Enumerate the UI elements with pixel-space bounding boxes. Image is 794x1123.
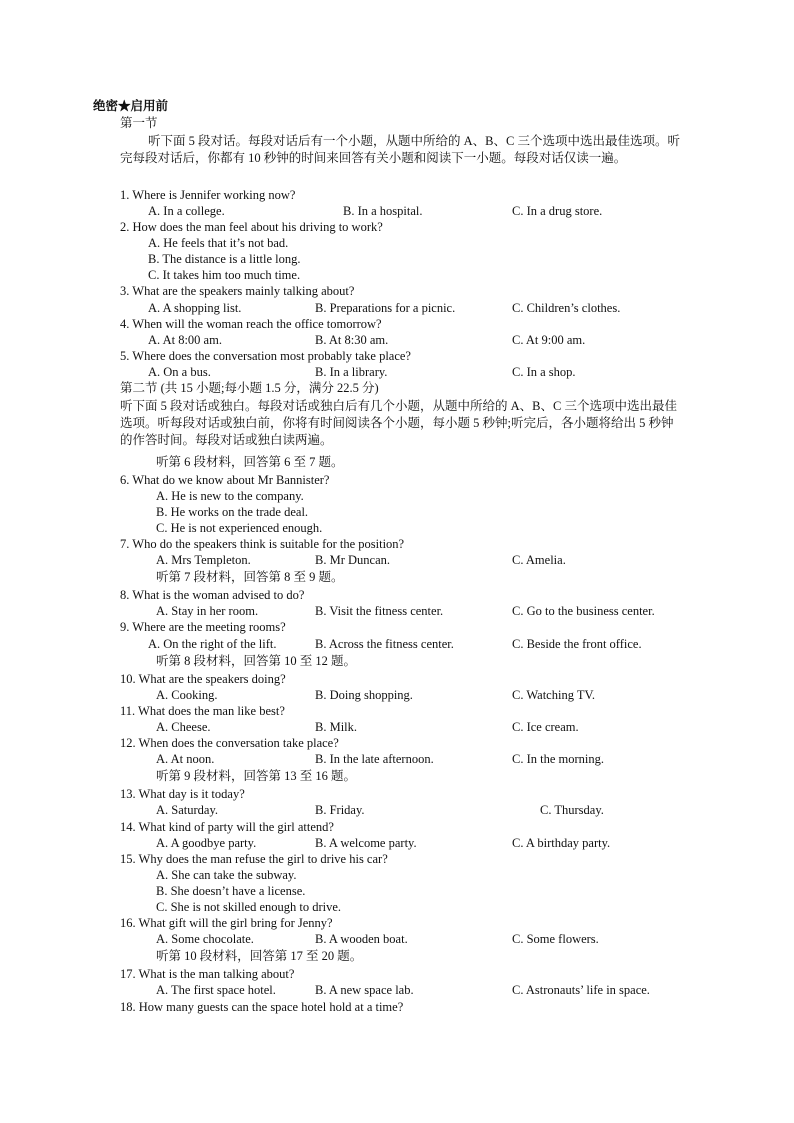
question-14: 14. What kind of party will the girl attend?	[120, 820, 334, 834]
q14-option-a: A. A goodbye party.	[156, 836, 257, 850]
part1-instructions: 听下面 5 段对话。每段对话后有一个小题，从题中所给的 A、B、C 三个选项中选出最佳选项。听完每段对话后，你都有 10 秒钟的时间来回答有关小题和阅读下一小题。每段对话仅读一遍。	[120, 134, 680, 165]
question-8: 8. What is the woman advised to do?	[120, 588, 305, 602]
question-4: 4. When will the woman reach the office tomorrow?	[120, 317, 382, 331]
q7-option-c: C. Amelia.	[512, 553, 566, 567]
q9-option-c: C. Beside the front office.	[512, 637, 642, 651]
question-15: 15. Why does the man refuse the girl to drive his car?	[120, 852, 388, 866]
question-9: 9. Where are the meeting rooms?	[120, 620, 286, 634]
q1-option-c: C. In a drug store.	[512, 204, 603, 218]
q3-option-b: B. Preparations for a picnic.	[315, 301, 456, 315]
q15-option-c: C. She is not skilled enough to drive.	[156, 900, 342, 914]
q3-option-a: A. A shopping list.	[148, 301, 242, 315]
q6-option-a: A. He is new to the company.	[156, 489, 304, 503]
q10-option-c: C. Watching TV.	[512, 688, 596, 702]
q5-option-c: C. In a shop.	[512, 365, 576, 379]
q12-option-a: A. At noon.	[156, 752, 215, 766]
q6-option-c: C. He is not experienced enough.	[156, 521, 323, 535]
q14-option-b: B. A welcome party.	[315, 836, 417, 850]
question-2: 2. How does the man feel about his driving to work?	[120, 220, 383, 234]
question-16: 16. What gift will the girl bring for Jenny?	[120, 916, 333, 930]
part2-instructions: 听下面 5 段对话或独白。每段对话或独白后有几个小题，从题中所给的 A、B、C 三个选项中选出最佳选项。听每段对话或独白前，你将有时间阅读各个小题，每小题 5 秒钟;听完后，各小题将给出 5 秒钟的作答时间。每段对话或独白读两遍。	[120, 399, 677, 447]
q11-option-b: B. Milk.	[315, 720, 358, 734]
q4-option-c: C. At 9:00 am.	[512, 333, 586, 347]
question-10: 10. What are the speakers doing?	[120, 672, 286, 686]
material-10-heading: 听第 10 段材料，回答第 17 至 20 题。	[156, 949, 363, 963]
q8-option-b: B. Visit the fitness center.	[315, 604, 444, 618]
q9-option-b: B. Across the fitness center.	[315, 637, 454, 651]
part1-title: 第一节	[120, 116, 158, 130]
q10-option-a: A. Cooking.	[156, 688, 218, 702]
q14-option-c: C. A birthday party.	[512, 836, 611, 850]
q8-option-c: C. Go to the business center.	[512, 604, 655, 618]
question-13: 13. What day is it today?	[120, 787, 245, 801]
q3-option-c: C. Children’s clothes.	[512, 301, 621, 315]
question-18: 18. How many guests can the space hotel hold at a time?	[120, 1000, 404, 1014]
question-7: 7. Who do the speakers think is suitable for the position?	[120, 537, 405, 551]
q2-option-c: C. It takes him too much time.	[148, 268, 301, 282]
material-6-heading: 听第 6 段材料，回答第 6 至 7 题。	[156, 455, 344, 469]
q17-option-a: A. The first space hotel.	[156, 983, 276, 997]
q15-option-b: B. She doesn’t have a license.	[156, 884, 306, 898]
question-17: 17. What is the man talking about?	[120, 967, 295, 981]
question-11: 11. What does the man like best?	[120, 704, 285, 718]
material-7-heading: 听第 7 段材料，回答第 8 至 9 题。	[156, 570, 344, 584]
q7-option-a: A. Mrs Templeton.	[156, 553, 251, 567]
q9-option-a: A. On the right of the lift.	[148, 637, 277, 651]
q13-option-b: B. Friday.	[315, 803, 365, 817]
q4-option-b: B. At 8:30 am.	[315, 333, 389, 347]
q17-option-b: B. A new space lab.	[315, 983, 414, 997]
q12-option-c: C. In the morning.	[512, 752, 605, 766]
material-9-heading: 听第 9 段材料，回答第 13 至 16 题。	[156, 769, 357, 783]
q16-option-a: A. Some chocolate.	[156, 932, 254, 946]
question-5: 5. Where does the conversation most probably take place?	[120, 349, 411, 363]
q17-option-c: C. Astronauts’ life in space.	[512, 983, 650, 997]
q15-option-a: A. She can take the subway.	[156, 868, 297, 882]
question-6: 6. What do we know about Mr Bannister?	[120, 473, 330, 487]
q7-option-b: B. Mr Duncan.	[315, 553, 390, 567]
q16-option-c: C. Some flowers.	[512, 932, 599, 946]
question-3: 3. What are the speakers mainly talking about?	[120, 284, 355, 298]
q6-option-b: B. He works on the trade deal.	[156, 505, 309, 519]
material-8-heading: 听第 8 段材料，回答第 10 至 12 题。	[156, 654, 357, 668]
q5-option-b: B. In a library.	[315, 365, 388, 379]
q8-option-a: A. Stay in her room.	[156, 604, 259, 618]
q11-option-c: C. Ice cream.	[512, 720, 579, 734]
q2-option-b: B. The distance is a little long.	[148, 252, 301, 266]
q10-option-b: B. Doing shopping.	[315, 688, 413, 702]
question-1: 1. Where is Jennifer working now?	[120, 188, 296, 202]
q12-option-b: B. In the late afternoon.	[315, 752, 434, 766]
q13-option-a: A. Saturday.	[156, 803, 219, 817]
q13-option-c: C. Thursday.	[540, 803, 604, 817]
part2-title: 第二节 (共 15 小题;每小题 1.5 分，满分 22.5 分)	[120, 381, 379, 395]
q5-option-a: A. On a bus.	[148, 365, 211, 379]
q11-option-a: A. Cheese.	[156, 720, 211, 734]
q16-option-b: B. A wooden boat.	[315, 932, 408, 946]
q1-option-a: A. In a college.	[148, 204, 225, 218]
q1-option-b: B. In a hospital.	[343, 204, 423, 218]
secret-mark: 绝密★启用前	[93, 99, 169, 113]
q4-option-a: A. At 8:00 am.	[148, 333, 222, 347]
q2-option-a: A. He feels that it’s not bad.	[148, 236, 289, 250]
question-12: 12. When does the conversation take place?	[120, 736, 339, 750]
